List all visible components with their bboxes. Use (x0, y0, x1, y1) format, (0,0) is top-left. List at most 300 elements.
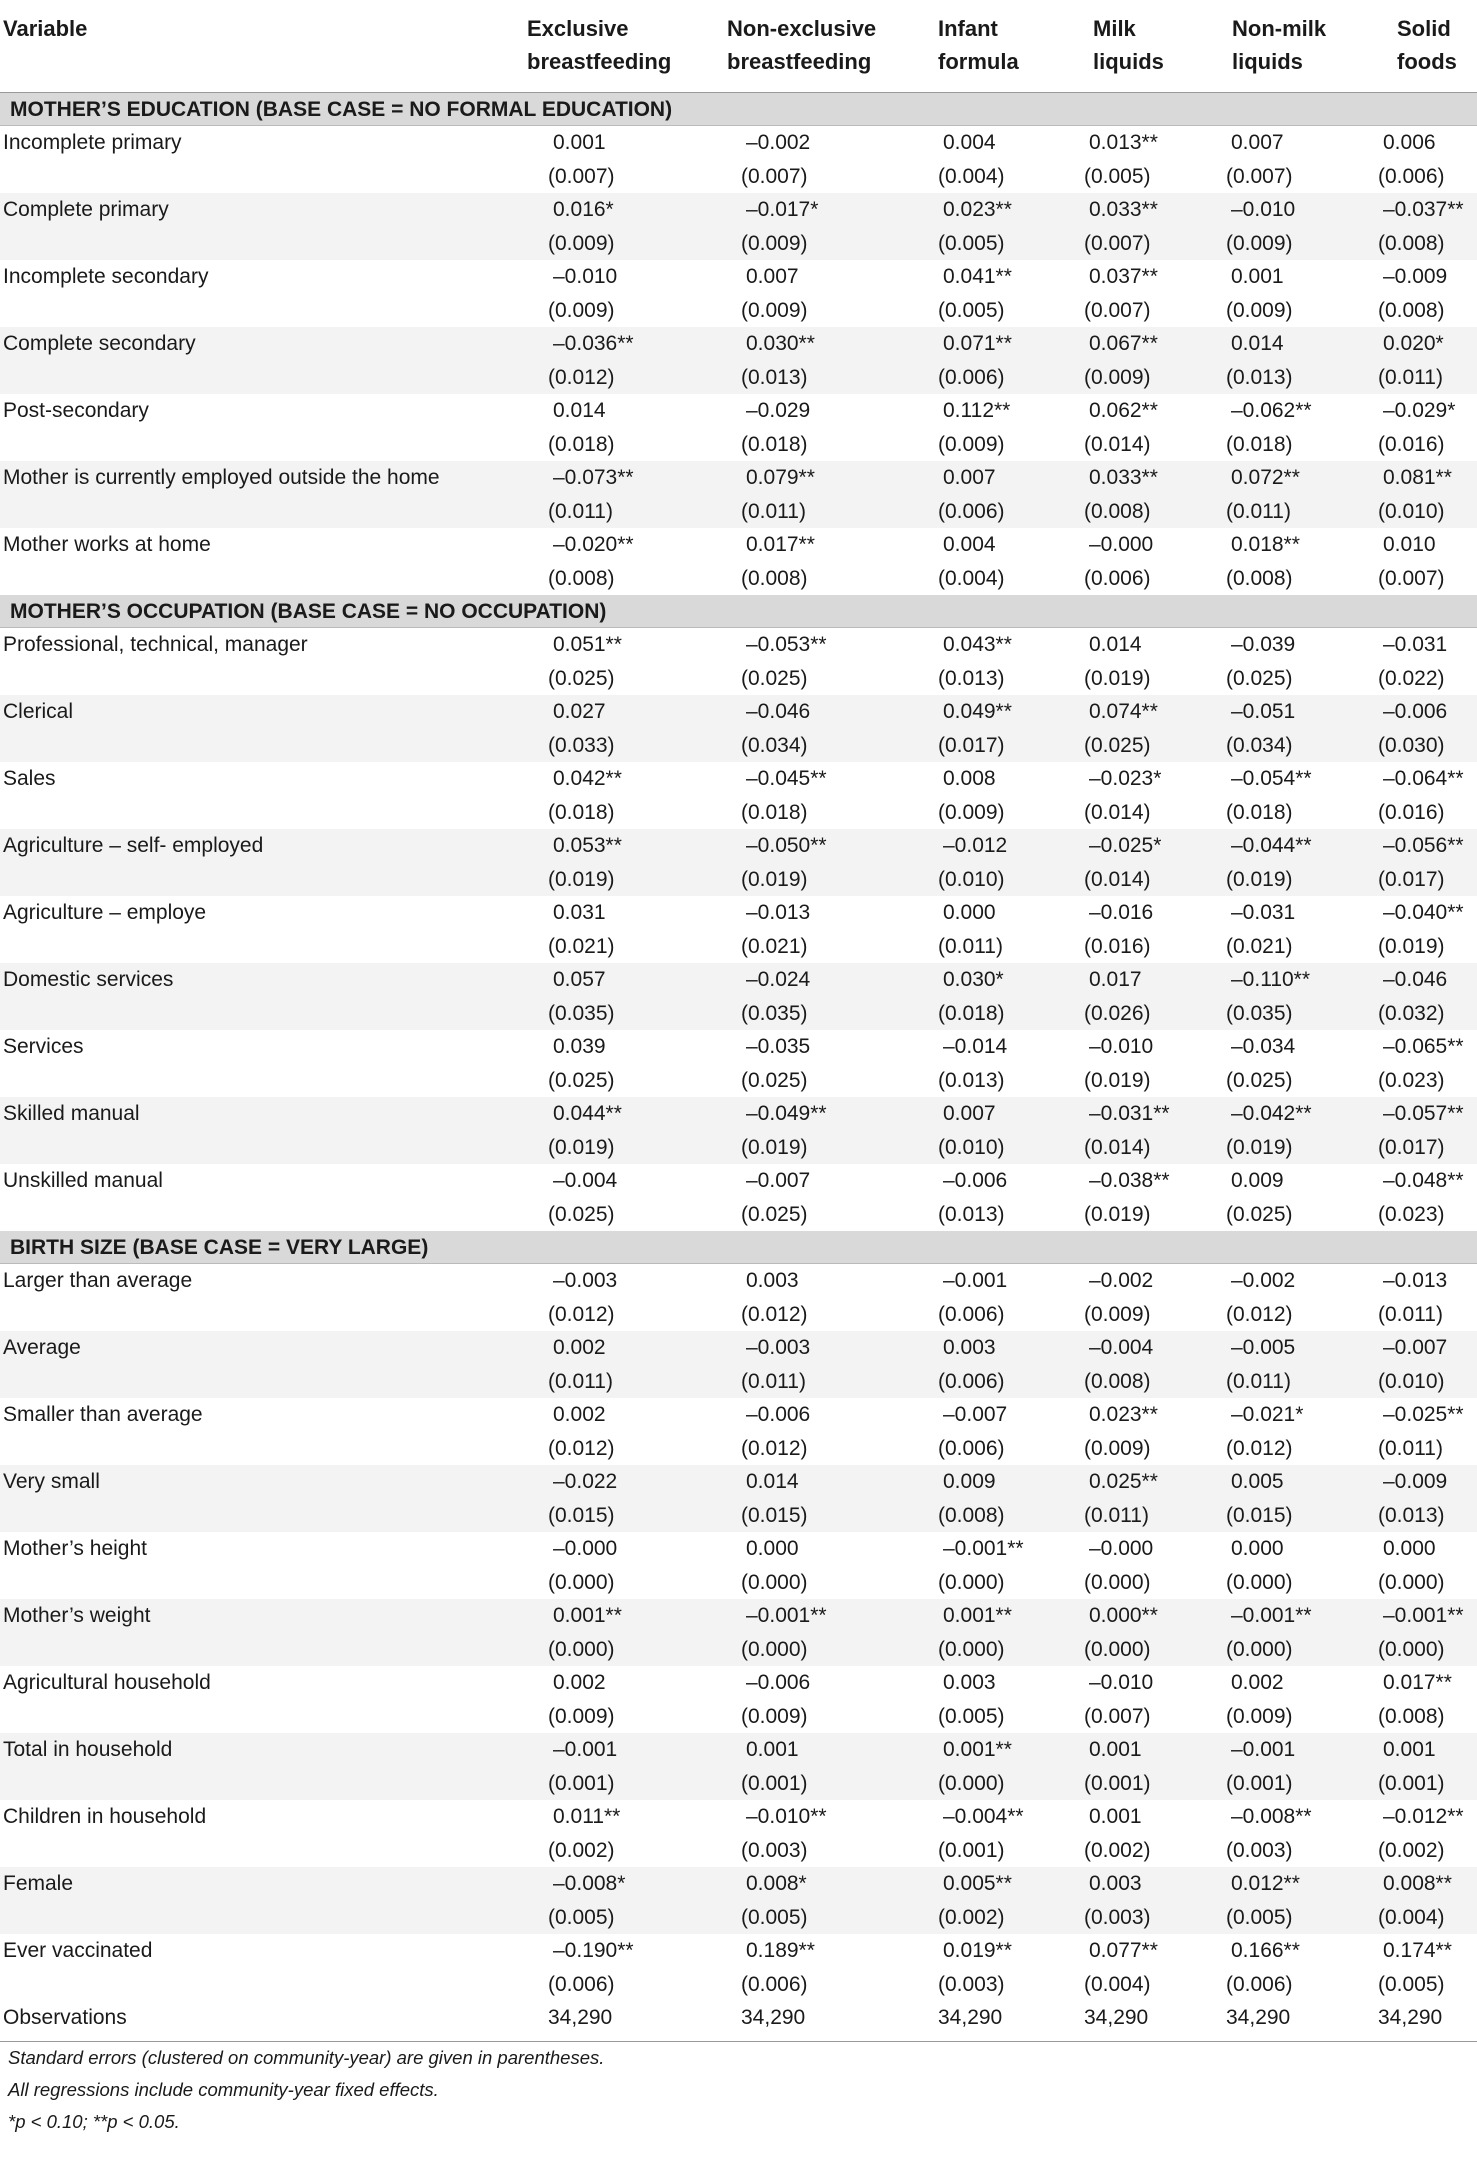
coefficient-cell: 0.081** (1383, 466, 1452, 489)
standard-error-row (0, 1968, 1477, 2002)
coefficient-cell: 0.000** (1089, 1604, 1158, 1627)
standard-error-cell: (0.025) (1226, 666, 1293, 690)
standard-error-cell: (0.018) (741, 800, 808, 824)
coefficient-cell: –0.008* (553, 1872, 626, 1895)
row-label: Sales (3, 767, 56, 790)
column-header: Milk liquids (1093, 16, 1164, 74)
standard-error-cell: (0.014) (1084, 432, 1151, 456)
standard-error-cell: (0.030) (1378, 733, 1445, 757)
coefficient-cell: –0.003 (746, 1336, 811, 1359)
standard-error-cell: (0.023) (1378, 1068, 1445, 1092)
coefficient-cell: –0.048** (1383, 1169, 1464, 1192)
standard-error-cell: (0.012) (1226, 1302, 1293, 1326)
standard-error-cell: (0.009) (1084, 1436, 1151, 1460)
standard-error-cell: (0.006) (938, 499, 1005, 523)
coefficient-cell: 0.013** (1089, 131, 1158, 154)
row-label: Ever vaccinated (3, 1939, 153, 1962)
standard-error-cell: (0.016) (1378, 800, 1445, 824)
coefficient-cell: –0.004 (1089, 1336, 1154, 1359)
row-label: Total in household (3, 1738, 173, 1761)
standard-error-row (0, 428, 1477, 462)
standard-error-cell: (0.014) (1084, 1135, 1151, 1159)
standard-error-cell: (0.001) (1226, 1771, 1293, 1795)
coefficient-cell: –0.005 (1231, 1336, 1296, 1359)
standard-error-cell: (0.005) (1226, 1905, 1293, 1929)
row-label: Smaller than average (3, 1403, 203, 1426)
standard-error-cell: (0.018) (1226, 800, 1293, 824)
coefficient-cell: –0.017* (746, 198, 819, 221)
coefficient-cell: 0.019** (943, 1939, 1012, 1962)
standard-error-cell: (0.034) (1226, 733, 1293, 757)
observations-cell: 34,290 (1084, 2006, 1149, 2029)
standard-error-cell: (0.007) (1084, 1704, 1151, 1728)
table-header (0, 0, 1477, 93)
standard-error-cell: (0.018) (741, 432, 808, 456)
row-label: Domestic services (3, 968, 174, 991)
coefficient-cell: –0.025** (1383, 1403, 1464, 1426)
coefficient-cell: 0.011** (553, 1805, 621, 1828)
coefficient-cell: 0.008** (1383, 1872, 1452, 1895)
coefficient-cell: –0.021* (1231, 1403, 1304, 1426)
standard-error-row (0, 662, 1477, 696)
standard-error-cell: (0.000) (938, 1637, 1005, 1661)
row-label: Post-secondary (3, 399, 149, 422)
table-row (0, 1867, 1477, 1901)
row-label: Agricultural household (3, 1671, 211, 1694)
coefficient-cell: 0.043** (943, 633, 1012, 656)
standard-error-cell: (0.012) (548, 1436, 615, 1460)
standard-error-cell: (0.018) (548, 800, 615, 824)
standard-error-cell: (0.000) (1084, 1637, 1151, 1661)
standard-error-cell: (0.007) (741, 164, 808, 188)
row-label: Average (3, 1336, 81, 1359)
column-header: Non-exclusive breastfeeding (727, 16, 877, 74)
coefficient-cell: 0.057 (553, 968, 606, 991)
coefficient-cell: 0.071** (943, 332, 1012, 355)
coefficient-cell: 0.001 (1231, 265, 1284, 288)
coefficient-cell: 0.001 (553, 131, 606, 154)
standard-error-cell: (0.000) (1378, 1570, 1445, 1594)
standard-error-cell: (0.025) (1084, 733, 1151, 757)
coefficient-cell: –0.010 (1089, 1035, 1154, 1058)
standard-error-cell: (0.006) (938, 1369, 1005, 1393)
coefficient-cell: –0.001 (1231, 1738, 1296, 1761)
coefficient-cell: –0.002 (1089, 1269, 1154, 1292)
standard-error-cell: (0.003) (741, 1838, 808, 1862)
standard-error-cell: (0.021) (741, 934, 808, 958)
standard-error-row (0, 1834, 1477, 1868)
standard-error-cell: (0.012) (741, 1436, 808, 1460)
standard-error-cell: (0.004) (1378, 1905, 1445, 1929)
coefficient-cell: –0.006 (1383, 700, 1448, 723)
standard-error-cell: (0.025) (548, 1202, 615, 1226)
standard-error-cell: (0.009) (741, 298, 808, 322)
coefficient-cell: 0.000 (746, 1537, 799, 1560)
standard-error-cell: (0.010) (938, 867, 1005, 891)
column-header: Variable (3, 16, 88, 41)
standard-error-cell: (0.006) (548, 1972, 615, 1996)
table-row (0, 528, 1477, 562)
coefficient-cell: 0.053** (553, 834, 622, 857)
standard-error-cell: (0.035) (548, 1001, 615, 1025)
standard-error-cell: (0.025) (548, 1068, 615, 1092)
standard-error-row (0, 930, 1477, 964)
standard-error-cell: (0.008) (548, 566, 615, 590)
standard-error-cell: (0.019) (548, 867, 615, 891)
coefficient-cell: –0.010 (1231, 198, 1296, 221)
footnote: All regressions include community-year fixed effects. (8, 2078, 439, 2100)
coefficient-cell: 0.001 (746, 1738, 799, 1761)
standard-error-cell: (0.018) (938, 1001, 1005, 1025)
table-row (0, 1934, 1477, 1968)
coefficient-cell: 0.005** (943, 1872, 1012, 1895)
table-row (0, 762, 1477, 796)
coefficient-cell: –0.007 (1383, 1336, 1448, 1359)
coefficient-cell: –0.053** (746, 633, 827, 656)
row-label: Incomplete primary (3, 131, 182, 154)
coefficient-cell: –0.045** (746, 767, 827, 790)
standard-error-cell: (0.012) (1226, 1436, 1293, 1460)
standard-error-row (0, 729, 1477, 763)
standard-error-row (0, 796, 1477, 830)
coefficient-cell: –0.000 (553, 1537, 618, 1560)
standard-error-cell: (0.034) (741, 733, 808, 757)
standard-error-cell: (0.012) (548, 365, 615, 389)
coefficient-cell: 0.074** (1089, 700, 1158, 723)
row-label: Skilled manual (3, 1102, 140, 1125)
standard-error-cell: (0.015) (548, 1503, 615, 1527)
coefficient-cell: –0.040** (1383, 901, 1464, 924)
coefficient-cell: 0.003 (746, 1269, 799, 1292)
row-label: Mother’s height (3, 1537, 147, 1560)
standard-error-cell: (0.008) (938, 1503, 1005, 1527)
standard-error-cell: (0.012) (741, 1302, 808, 1326)
table-row (0, 963, 1477, 997)
row-label: Professional, technical, manager (3, 633, 308, 656)
standard-error-row (0, 1901, 1477, 1935)
coefficient-cell: 0.017 (1089, 968, 1142, 991)
standard-error-cell: (0.019) (1084, 1068, 1151, 1092)
coefficient-cell: 0.039 (553, 1035, 606, 1058)
table-row (0, 394, 1477, 428)
standard-error-cell: (0.025) (548, 666, 615, 690)
standard-error-row (0, 495, 1477, 529)
standard-error-cell: (0.014) (1084, 800, 1151, 824)
standard-error-row (0, 160, 1477, 194)
section-heading: MOTHER’S EDUCATION (BASE CASE = NO FORMAL EDUCATION) (0, 93, 1477, 126)
column-header: Non-milk liquids (1232, 16, 1327, 74)
table-row (0, 628, 1477, 662)
standard-error-cell: (0.006) (1226, 1972, 1293, 1996)
row-label: Services (3, 1035, 84, 1058)
standard-error-cell: (0.005) (938, 1704, 1005, 1728)
standard-error-cell: (0.007) (1226, 164, 1293, 188)
coefficient-cell: –0.039 (1231, 633, 1296, 656)
coefficient-cell: –0.000 (1089, 1537, 1154, 1560)
standard-error-cell: (0.011) (548, 499, 613, 523)
coefficient-cell: 0.067** (1089, 332, 1158, 355)
standard-error-cell: (0.025) (741, 1068, 808, 1092)
table-row (0, 327, 1477, 361)
standard-error-cell: (0.009) (938, 432, 1005, 456)
coefficient-cell: 0.030* (943, 968, 1004, 991)
coefficient-cell: –0.012 (943, 834, 1008, 857)
coefficient-cell: 0.020* (1383, 332, 1444, 355)
table-row (0, 1030, 1477, 1064)
coefficient-cell: –0.016 (1089, 901, 1154, 924)
coefficient-cell: –0.046 (1383, 968, 1448, 991)
standard-error-cell: (0.013) (938, 1202, 1005, 1226)
standard-error-cell: (0.009) (1084, 1302, 1151, 1326)
standard-error-cell: (0.013) (938, 666, 1005, 690)
standard-error-cell: (0.005) (1084, 164, 1151, 188)
table-row (0, 1264, 1477, 1298)
table-body (0, 93, 1477, 2035)
standard-error-cell: (0.009) (548, 231, 615, 255)
standard-error-cell: (0.012) (548, 1302, 615, 1326)
standard-error-cell: (0.001) (1378, 1771, 1445, 1795)
standard-error-row (0, 1700, 1477, 1734)
standard-error-cell: (0.009) (741, 231, 808, 255)
row-label: Complete secondary (3, 332, 196, 355)
coefficient-cell: 0.003 (1089, 1872, 1142, 1895)
section-heading: MOTHER’S OCCUPATION (BASE CASE = NO OCCUPATION) (0, 595, 1477, 628)
standard-error-cell: (0.001) (741, 1771, 808, 1795)
standard-error-cell: (0.011) (741, 499, 806, 523)
coefficient-cell: 0.002 (1231, 1671, 1284, 1694)
standard-error-cell: (0.025) (741, 1202, 808, 1226)
standard-error-cell: (0.022) (1378, 666, 1445, 690)
table-row (0, 896, 1477, 930)
coefficient-cell: –0.001 (553, 1738, 618, 1761)
row-label: Agriculture – employe (3, 901, 207, 924)
coefficient-cell: 0.002 (553, 1336, 606, 1359)
standard-error-cell: (0.002) (548, 1838, 615, 1862)
coefficient-cell: –0.023* (1089, 767, 1162, 790)
coefficient-cell: –0.013 (1383, 1269, 1448, 1292)
standard-error-cell: (0.019) (1084, 666, 1151, 690)
coefficient-cell: 0.007 (746, 265, 799, 288)
coefficient-cell: 0.000 (943, 901, 996, 924)
standard-error-cell: (0.002) (1084, 1838, 1151, 1862)
coefficient-cell: –0.035 (746, 1035, 811, 1058)
standard-error-cell: (0.035) (741, 1001, 808, 1025)
coefficient-cell: 0.002 (553, 1403, 606, 1426)
standard-error-cell: (0.013) (1226, 365, 1293, 389)
coefficient-cell: –0.054** (1231, 767, 1312, 790)
standard-error-cell: (0.005) (938, 298, 1005, 322)
coefficient-cell: 0.001 (1089, 1805, 1142, 1828)
standard-error-cell: (0.006) (1084, 566, 1151, 590)
coefficient-cell: –0.007 (943, 1403, 1008, 1426)
standard-error-cell: (0.008) (741, 566, 808, 590)
standard-error-cell: (0.008) (1378, 298, 1445, 322)
standard-error-cell: (0.011) (1084, 1503, 1149, 1527)
standard-error-cell: (0.005) (741, 1905, 808, 1929)
column-header: Solid foods (1397, 16, 1457, 74)
coefficient-cell: 0.001** (943, 1604, 1012, 1627)
coefficient-cell: 0.112** (943, 399, 1011, 422)
column-header: Exclusive breastfeeding (527, 16, 672, 74)
coefficient-cell: 0.008 (943, 767, 996, 790)
coefficient-cell: 0.002 (553, 1671, 606, 1694)
observations-cell: 34,290 (548, 2006, 613, 2029)
observations-cell: 34,290 (1378, 2006, 1443, 2029)
standard-error-cell: (0.010) (1378, 499, 1445, 523)
coefficient-cell: –0.031** (1089, 1102, 1170, 1125)
coefficient-cell: 0.001** (943, 1738, 1012, 1761)
coefficient-cell: 0.009 (943, 1470, 996, 1493)
coefficient-cell: –0.012** (1383, 1805, 1464, 1828)
observations-cell: 34,290 (938, 2006, 1003, 2029)
standard-error-cell: (0.003) (1226, 1838, 1293, 1862)
coefficient-cell: –0.010 (1089, 1671, 1154, 1694)
table-footnotes (0, 2042, 1477, 2138)
coefficient-cell: –0.024 (746, 968, 811, 991)
coefficient-cell: 0.014 (1231, 332, 1284, 355)
coefficient-cell: –0.031 (1383, 633, 1448, 656)
standard-error-cell: (0.006) (938, 1436, 1005, 1460)
coefficient-cell: –0.003 (553, 1269, 618, 1292)
standard-error-cell: (0.006) (938, 1302, 1005, 1326)
table-row (0, 1331, 1477, 1365)
coefficient-cell: 0.041** (943, 265, 1012, 288)
coefficient-cell: 0.033** (1089, 198, 1158, 221)
standard-error-cell: (0.009) (1226, 298, 1293, 322)
standard-error-cell: (0.008) (1378, 231, 1445, 255)
coefficient-cell: 0.001** (553, 1604, 622, 1627)
coefficient-cell: –0.002 (746, 131, 811, 154)
coefficient-cell: –0.046 (746, 700, 811, 723)
coefficient-cell: –0.008** (1231, 1805, 1312, 1828)
standard-error-cell: (0.007) (1084, 298, 1151, 322)
coefficient-cell: 0.016* (553, 198, 614, 221)
coefficient-cell: –0.051 (1231, 700, 1296, 723)
coefficient-cell: –0.006 (943, 1169, 1008, 1192)
coefficient-cell: –0.038** (1089, 1169, 1170, 1192)
standard-error-cell: (0.011) (1226, 499, 1291, 523)
table-row (0, 1666, 1477, 1700)
standard-error-cell: (0.011) (938, 934, 1003, 958)
standard-error-cell: (0.018) (1226, 432, 1293, 456)
standard-error-cell: (0.007) (1084, 231, 1151, 255)
coefficient-cell: 0.014 (1089, 633, 1142, 656)
coefficient-cell: –0.110** (1231, 968, 1311, 991)
coefficient-cell: –0.064** (1383, 767, 1464, 790)
standard-error-cell: (0.015) (1226, 1503, 1293, 1527)
standard-error-row (0, 1198, 1477, 1232)
table-row (0, 1599, 1477, 1633)
row-label: Female (3, 1872, 74, 1895)
standard-error-cell: (0.004) (938, 566, 1005, 590)
standard-error-cell: (0.000) (741, 1637, 808, 1661)
standard-error-cell: (0.000) (938, 1570, 1005, 1594)
coefficient-cell: 0.004 (943, 533, 996, 556)
standard-error-cell: (0.013) (1378, 1503, 1445, 1527)
coefficient-cell: –0.001** (1231, 1604, 1312, 1627)
standard-error-row (0, 997, 1477, 1031)
coefficient-cell: 0.044** (553, 1102, 622, 1125)
standard-error-cell: (0.002) (938, 1905, 1005, 1929)
standard-error-cell: (0.008) (1226, 566, 1293, 590)
coefficient-cell: 0.007 (943, 1102, 996, 1125)
standard-error-cell: (0.025) (741, 666, 808, 690)
standard-error-cell: (0.025) (1226, 1202, 1293, 1226)
coefficient-cell: 0.037** (1089, 265, 1158, 288)
coefficient-cell: 0.017** (1383, 1671, 1452, 1694)
standard-error-cell: (0.009) (548, 298, 615, 322)
standard-error-cell: (0.019) (1226, 867, 1293, 891)
standard-error-cell: (0.009) (741, 1704, 808, 1728)
coefficient-cell: –0.006 (746, 1671, 811, 1694)
standard-error-cell: (0.011) (1378, 1302, 1443, 1326)
coefficient-cell: –0.006 (746, 1403, 811, 1426)
table-row (0, 1097, 1477, 1131)
standard-error-cell: (0.011) (1378, 365, 1443, 389)
coefficient-cell: 0.018** (1231, 533, 1300, 556)
coefficient-cell: 0.017** (746, 533, 815, 556)
coefficient-cell: –0.031 (1231, 901, 1296, 924)
standard-error-cell: (0.004) (938, 164, 1005, 188)
coefficient-cell: –0.010 (553, 265, 618, 288)
coefficient-cell: –0.009 (1383, 1470, 1448, 1493)
standard-error-cell: (0.011) (1378, 1436, 1443, 1460)
coefficient-cell: 0.077** (1089, 1939, 1158, 1962)
standard-error-cell: (0.001) (938, 1838, 1005, 1862)
standard-error-cell: (0.009) (938, 800, 1005, 824)
standard-error-cell: (0.019) (1226, 1135, 1293, 1159)
coefficient-cell: 0.062** (1089, 399, 1158, 422)
coefficient-cell: –0.009 (1383, 265, 1448, 288)
coefficient-cell: –0.036** (553, 332, 634, 355)
standard-error-row (0, 227, 1477, 261)
coefficient-cell: –0.013 (746, 901, 811, 924)
standard-error-cell: (0.033) (548, 733, 615, 757)
row-label: Very small (3, 1470, 100, 1493)
standard-error-cell: (0.026) (1084, 1001, 1151, 1025)
coefficient-cell: –0.056** (1383, 834, 1464, 857)
coefficient-cell: –0.044** (1231, 834, 1312, 857)
coefficient-cell: 0.042** (553, 767, 622, 790)
coefficient-cell: 0.007 (1231, 131, 1284, 154)
standard-error-cell: (0.003) (938, 1972, 1005, 1996)
coefficient-cell: –0.004 (553, 1169, 618, 1192)
coefficient-cell: 0.014 (553, 399, 606, 422)
standard-error-cell: (0.008) (1084, 499, 1151, 523)
row-label: Mother works at home (3, 533, 211, 556)
standard-error-row (0, 1432, 1477, 1466)
standard-error-cell: (0.009) (1084, 365, 1151, 389)
coefficient-cell: –0.001** (746, 1604, 827, 1627)
standard-error-cell: (0.005) (938, 231, 1005, 255)
coefficient-cell: 0.031 (553, 901, 606, 924)
standard-error-cell: (0.009) (1226, 231, 1293, 255)
standard-error-cell: (0.008) (1084, 1369, 1151, 1393)
standard-error-cell: (0.017) (1378, 867, 1445, 891)
coefficient-cell: 0.189** (746, 1939, 815, 1962)
coefficient-cell: –0.001 (943, 1269, 1008, 1292)
standard-error-cell: (0.000) (938, 1771, 1005, 1795)
standard-error-cell: (0.000) (1378, 1637, 1445, 1661)
standard-error-cell: (0.014) (1084, 867, 1151, 891)
table-row (0, 1800, 1477, 1834)
coefficient-cell: 0.007 (943, 466, 996, 489)
row-label: Mother is currently employed outside the home (3, 466, 440, 489)
standard-error-cell: (0.017) (1378, 1135, 1445, 1159)
coefficient-cell: 0.025** (1089, 1470, 1158, 1493)
standard-error-cell: (0.019) (741, 867, 808, 891)
standard-error-cell: (0.001) (548, 1771, 615, 1795)
